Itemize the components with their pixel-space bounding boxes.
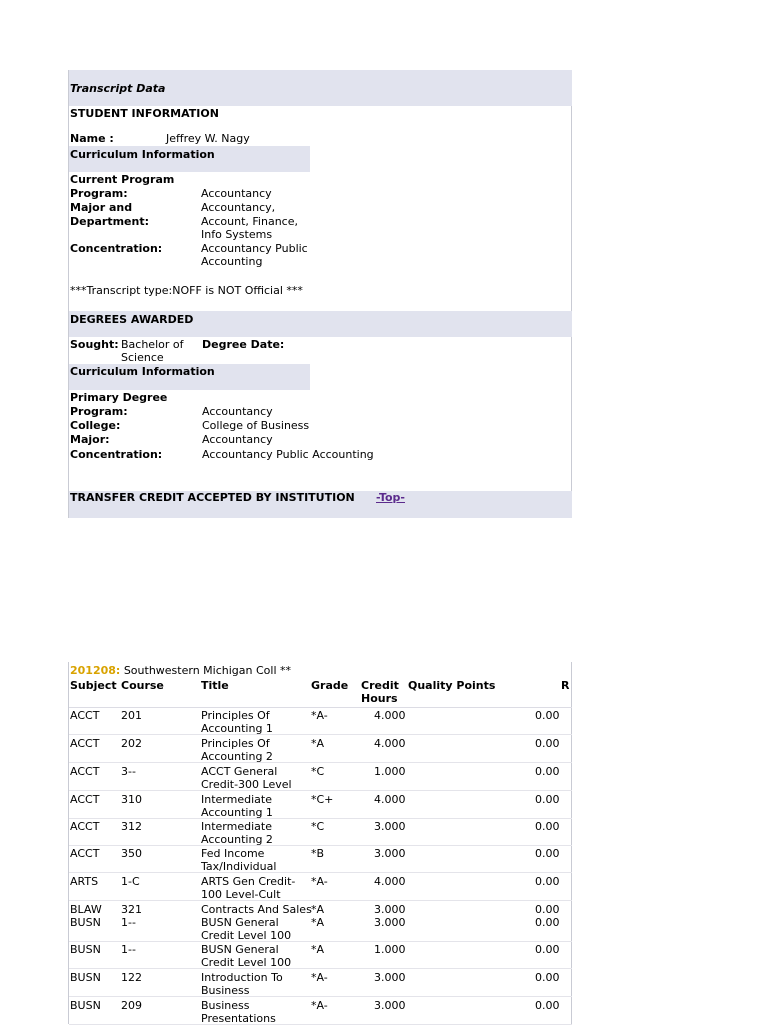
- cell-title: Business: [201, 999, 250, 1012]
- cell-title-line-2: Presentations: [201, 1012, 276, 1025]
- cell-quality-points: 0.00: [535, 709, 560, 722]
- table-row: [69, 941, 572, 969]
- cell-credit-hours: 3.000: [374, 916, 406, 929]
- cell-credit-hours: 4.000: [374, 709, 406, 722]
- cell-title: Intermediate: [201, 793, 272, 806]
- cell-course: 310: [121, 793, 142, 806]
- transfer-header: TRANSFER CREDIT ACCEPTED BY INSTITUTION: [70, 491, 355, 504]
- name-value: Jeffrey W. Nagy: [166, 132, 250, 145]
- current-program-label: Current Program: [70, 173, 175, 186]
- cell-subject: ACCT: [70, 709, 100, 722]
- pd-major-label: Major:: [70, 433, 110, 446]
- cell-quality-points: 0.00: [535, 999, 560, 1012]
- table-row: [69, 818, 572, 846]
- col-title: Title: [201, 679, 229, 692]
- cell-title: ACCT General: [201, 765, 278, 778]
- major-value: Accountancy,: [201, 201, 276, 214]
- cell-grade: *A: [311, 943, 325, 956]
- cell-title: Contracts And Sales: [201, 903, 312, 916]
- cell-title-line-2: Accounting 1: [201, 806, 273, 819]
- sought-label: Sought:: [70, 338, 119, 351]
- concentration-label: Concentration:: [70, 242, 163, 255]
- col-hours: Hours: [361, 692, 398, 705]
- pd-college-label: College:: [70, 419, 121, 432]
- cell-title: Fed Income: [201, 847, 265, 860]
- cell-quality-points: 0.00: [535, 943, 560, 956]
- cell-subject: ACCT: [70, 847, 100, 860]
- top-link[interactable]: -Top-: [376, 491, 405, 504]
- cell-course: 312: [121, 820, 142, 833]
- major-label: Major and: [70, 201, 133, 214]
- table-row: [69, 914, 572, 942]
- cell-quality-points: 0.00: [535, 765, 560, 778]
- cell-credit-hours: 1.000: [374, 765, 406, 778]
- cell-course: 321: [121, 903, 142, 916]
- pd-program-value: Accountancy: [202, 405, 273, 418]
- degrees-header: DEGREES AWARDED: [70, 313, 194, 326]
- cell-title: ARTS Gen Credit-: [201, 875, 296, 888]
- cell-quality-points: 0.00: [535, 847, 560, 860]
- cell-subject: ACCT: [70, 820, 100, 833]
- cell-title: Introduction To: [201, 971, 283, 984]
- cell-quality-points: 0.00: [535, 820, 560, 833]
- pd-major-value: Accountancy: [202, 433, 273, 446]
- primary-degree-label: Primary Degree: [70, 391, 168, 404]
- table-row: [69, 901, 572, 914]
- cell-subject: ACCT: [70, 793, 100, 806]
- cell-credit-hours: 3.000: [374, 999, 406, 1012]
- institution-name: Southwestern Michigan Coll **: [123, 664, 292, 677]
- term-header: [70, 664, 291, 677]
- cell-quality-points: 0.00: [535, 916, 560, 929]
- cell-subject: ACCT: [70, 765, 100, 778]
- curriculum-header-2: Curriculum Information: [70, 365, 215, 378]
- student-info-header: STUDENT INFORMATION: [70, 107, 219, 120]
- cell-quality-points: 0.00: [535, 793, 560, 806]
- cell-title-line-2: Tax/Individual: [201, 860, 277, 873]
- cell-credit-hours: 4.000: [374, 875, 406, 888]
- table-header-row: [69, 679, 572, 708]
- department-value-2: Info Systems: [201, 228, 273, 241]
- page-title: Transcript Data: [70, 82, 166, 95]
- cell-course: 1--: [121, 916, 136, 929]
- table-row: [69, 845, 572, 873]
- concentration-value-2: Accounting: [201, 255, 263, 268]
- department-value: Account, Finance,: [201, 215, 298, 228]
- table-row: [69, 969, 572, 997]
- cell-credit-hours: 3.000: [374, 903, 406, 916]
- sought-value: Bachelor of: [121, 338, 184, 351]
- cell-subject: ACCT: [70, 737, 100, 750]
- col-course: Course: [121, 679, 164, 692]
- cell-grade: *C: [311, 765, 325, 778]
- cell-subject: BUSN: [70, 971, 101, 984]
- cell-grade: *A: [311, 916, 325, 929]
- program-label: Program:: [70, 187, 128, 200]
- concentration-value: Accountancy Public: [201, 242, 308, 255]
- sought-value-2: Science: [121, 351, 164, 364]
- pd-concentration-value: Accountancy Public Accounting: [202, 448, 374, 461]
- cell-grade: *B: [311, 847, 325, 860]
- cell-credit-hours: 3.000: [374, 820, 406, 833]
- pd-concentration-label: Concentration:: [70, 448, 163, 461]
- cell-title-line-2: Business: [201, 984, 250, 997]
- table-row: [69, 873, 572, 901]
- cell-title: Principles Of: [201, 737, 270, 750]
- name-label: Name :: [70, 132, 114, 145]
- cell-grade: *A-: [311, 709, 328, 722]
- cell-title: Principles Of: [201, 709, 270, 722]
- table-row: [69, 791, 572, 819]
- pd-program-label: Program:: [70, 405, 128, 418]
- col-quality-points: Quality Points: [408, 679, 496, 692]
- cell-quality-points: 0.00: [535, 737, 560, 750]
- cell-quality-points: 0.00: [535, 875, 560, 888]
- cell-subject: BLAW: [70, 903, 102, 916]
- cell-credit-hours: 4.000: [374, 793, 406, 806]
- department-label: Department:: [70, 215, 149, 228]
- cell-title: Intermediate: [201, 820, 272, 833]
- cell-course: 202: [121, 737, 142, 750]
- cell-grade: *A-: [311, 999, 328, 1012]
- cell-grade: *C: [311, 820, 325, 833]
- cell-subject: BUSN: [70, 943, 101, 956]
- table-row: [69, 763, 572, 791]
- cell-title-line-2: Credit Level 100: [201, 929, 292, 942]
- cell-grade: *A: [311, 903, 325, 916]
- cell-subject: BUSN: [70, 916, 101, 929]
- cell-course: 1-C: [121, 875, 140, 888]
- degree-date-label: Degree Date:: [202, 338, 285, 351]
- cell-grade: *A-: [311, 875, 328, 888]
- pd-college-value: College of Business: [202, 419, 310, 432]
- term-code: 201208:: [70, 664, 121, 677]
- col-subject: Subject: [70, 679, 117, 692]
- cell-subject: ARTS: [70, 875, 99, 888]
- curriculum-header: Curriculum Information: [70, 148, 215, 161]
- cell-title-line-2: Credit Level 100: [201, 956, 292, 969]
- cell-course: 209: [121, 999, 142, 1012]
- program-value: Accountancy: [201, 187, 272, 200]
- table-row: [69, 735, 572, 763]
- col-credit: Credit: [361, 679, 399, 692]
- cell-title-line-2: Credit-300 Level: [201, 778, 292, 791]
- cell-course: 1--: [121, 943, 136, 956]
- transcript-data-panel: [68, 70, 572, 518]
- cell-credit-hours: 3.000: [374, 847, 406, 860]
- cell-title-line-2: 100 Level-Cult: [201, 888, 281, 901]
- table-row: [69, 707, 572, 735]
- cell-title-line-2: Accounting 2: [201, 833, 273, 846]
- transfer-credit-table: [68, 662, 572, 1024]
- cell-grade: *A: [311, 737, 325, 750]
- table-row: [69, 997, 572, 1025]
- cell-course: 122: [121, 971, 142, 984]
- cell-credit-hours: 4.000: [374, 737, 406, 750]
- cell-grade: *C+: [311, 793, 334, 806]
- cell-title-line-2: Accounting 1: [201, 722, 273, 735]
- cell-title: BUSN General: [201, 943, 279, 956]
- cell-credit-hours: 3.000: [374, 971, 406, 984]
- cell-title: BUSN General: [201, 916, 279, 929]
- cell-grade: *A-: [311, 971, 328, 984]
- transcript-type-note: ***Transcript type:NOFF is NOT Official ***: [70, 284, 303, 297]
- cell-subject: BUSN: [70, 999, 101, 1012]
- cell-quality-points: 0.00: [535, 903, 560, 916]
- col-grade: Grade: [311, 679, 349, 692]
- cell-course: 3--: [121, 765, 136, 778]
- col-r: R: [561, 679, 570, 692]
- cell-quality-points: 0.00: [535, 971, 560, 984]
- cell-credit-hours: 1.000: [374, 943, 406, 956]
- cell-course: 350: [121, 847, 142, 860]
- cell-title-line-2: Accounting 2: [201, 750, 273, 763]
- cell-course: 201: [121, 709, 142, 722]
